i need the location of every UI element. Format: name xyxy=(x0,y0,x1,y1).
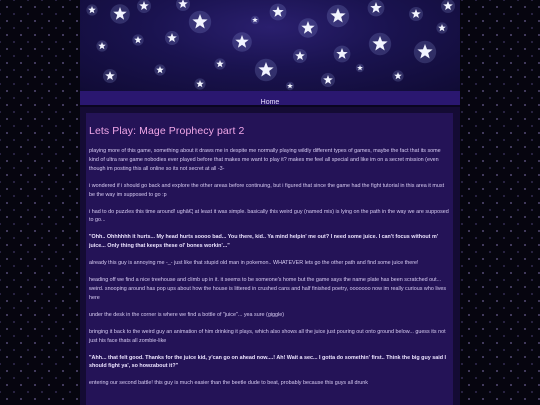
post-content xyxy=(86,113,453,405)
header-banner xyxy=(80,0,460,91)
post-paragraph: i had to do puzzles this time around! ughâ€¦ at least it was simple. basically this weird guy (named mis) is lying on the path in the way we are supposed to go... xyxy=(89,208,449,224)
post-paragraph: heading off we find a nice treehouse and climb up in it. it seems to be someone's home but the game says the name plate has been scratched out... weird. snooping around has pop ups about how the house is littered in crushed cans and half finished poetry, ooooooo now im really curious who lives here xyxy=(89,277,447,301)
post-paragraph: i wondered if i should go back and explore the other areas before continuing, but i figured that since the game had the fight tutorial in this area it must be the way im supposed to go :p xyxy=(89,182,445,198)
post-paragraph: bringing it back to the weird guy an animation of him drinking it plays, which also shows all the juice just pouring out onto ground below... guess its not just his face thats all zombie-like xyxy=(89,328,446,344)
page-container xyxy=(80,0,460,405)
post-paragraph: already this guy is annoying me -_- just like that stupid old man in pokemon.. WHATEVER lets go the other path and find some juice there! xyxy=(89,260,419,267)
starfield-image xyxy=(80,0,460,91)
dialogue-paragraph: "Ohh.. Ohhhhhh it hurts... My head hurts soooo bad... You there, kid.. Ya mind helpin' me out? I need some juice. I can't focus without m' juice... Only thing that keeps these ol' bones workin'..." xyxy=(89,234,439,250)
nav-home-link[interactable]: Home xyxy=(260,99,280,106)
post-title: Lets Play: Mage Prophecy part 2 xyxy=(89,125,245,137)
post-paragraph: entering our second battle! this guy is much easier than the beetle dude to beat, probably because this guys all drunk xyxy=(89,380,368,387)
dialogue-paragraph: "Ahh... that felt good. Thanks for the juice kid, y'can go on ahead now....! Ah! Wait a sec... I gotta do somethin' first.. Think the big guy said I should fight ya', so howzabout it?" xyxy=(89,354,447,370)
nav-bar xyxy=(80,91,460,107)
post-paragraph: under the desk in the corner is where we find a bottle of "juice"... yea sure (giggle) xyxy=(89,311,285,318)
post-paragraph: playing more of this game, something about it draws me in despite me normally playing wildly different types of games, maybe the fact that its some kind of ultra rare game nobodies ever played before that makes me want to play it? makes me feel all special and like im on a secret mission (even though im posting this all online so its not secret at all -3- xyxy=(89,148,441,172)
post-body xyxy=(89,147,449,388)
